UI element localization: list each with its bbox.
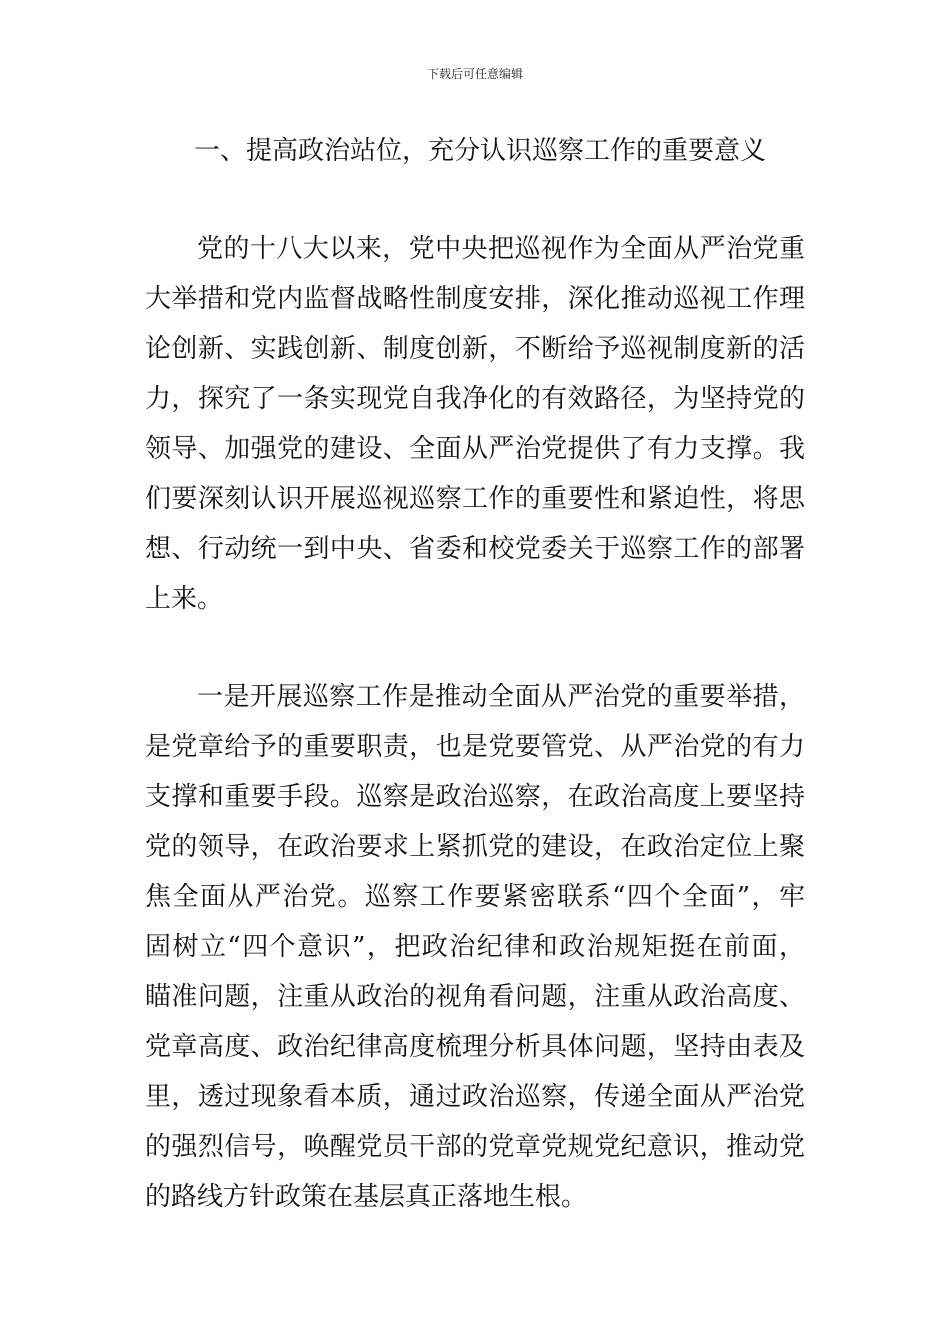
paragraph-line: 党的十八大以来，党中央把巡视作为全面从严治党重 — [197, 234, 805, 264]
paragraph — [145, 224, 805, 624]
paragraph-line: 力，探究了一条实现党自我净化的有效路径，为坚持党的 — [145, 384, 805, 414]
paragraph-line: 瞄准问题，注重从政治的视角看问题，注重从政治高度、 — [145, 982, 805, 1012]
paragraph-line: 上来。 — [145, 584, 224, 614]
paragraph-line: 一是开展巡察工作是推动全面从严治党的重要举措， — [197, 682, 805, 712]
paragraph-line: 焦全面从严治党。巡察工作要紧密联系“四个全面”，牢 — [145, 882, 805, 912]
paragraph-line: 党的领导，在政治要求上紧抓党的建设，在政治定位上聚 — [145, 832, 805, 862]
paragraph-line: 是党章给予的重要职责，也是党要管党、从严治党的有力 — [145, 732, 805, 762]
paragraph-line: 想、行动统一到中央、省委和校党委关于巡察工作的部署 — [145, 534, 805, 564]
section-heading: 一、提高政治站位，充分认识巡察工作的重要意义 — [194, 136, 767, 166]
paragraph-line: 领导、加强党的建设、全面从严治党提供了有力支撑。我 — [145, 434, 805, 464]
header-note: 下载后可任意编辑 — [426, 67, 523, 81]
paragraph-line: 支撑和重要手段。巡察是政治巡察，在政治高度上要坚持 — [145, 782, 805, 812]
paragraph-line: 里，透过现象看本质，通过政治巡察，传递全面从严治党 — [145, 1082, 805, 1112]
paragraph-line: 的强烈信号，唤醒党员干部的党章党规党纪意识，推动党 — [145, 1132, 805, 1162]
paragraph-line: 党章高度、政治纪律高度梳理分析具体问题，坚持由表及 — [145, 1032, 805, 1062]
paragraph-line: 论创新、实践创新、制度创新，不断给予巡视制度新的活 — [145, 334, 805, 364]
paragraph-line: 们要深刻认识开展巡视巡察工作的重要性和紧迫性，将思 — [145, 484, 805, 514]
paragraph-line: 固树立“四个意识”，把政治纪律和政治规矩挺在前面， — [145, 932, 805, 962]
paragraph — [145, 672, 805, 1222]
paragraph-line: 的路线方针政策在基层真正落地生根。 — [145, 1182, 588, 1212]
paragraph-line: 大举措和党内监督战略性制度安排，深化推动巡视工作理 — [145, 284, 805, 314]
